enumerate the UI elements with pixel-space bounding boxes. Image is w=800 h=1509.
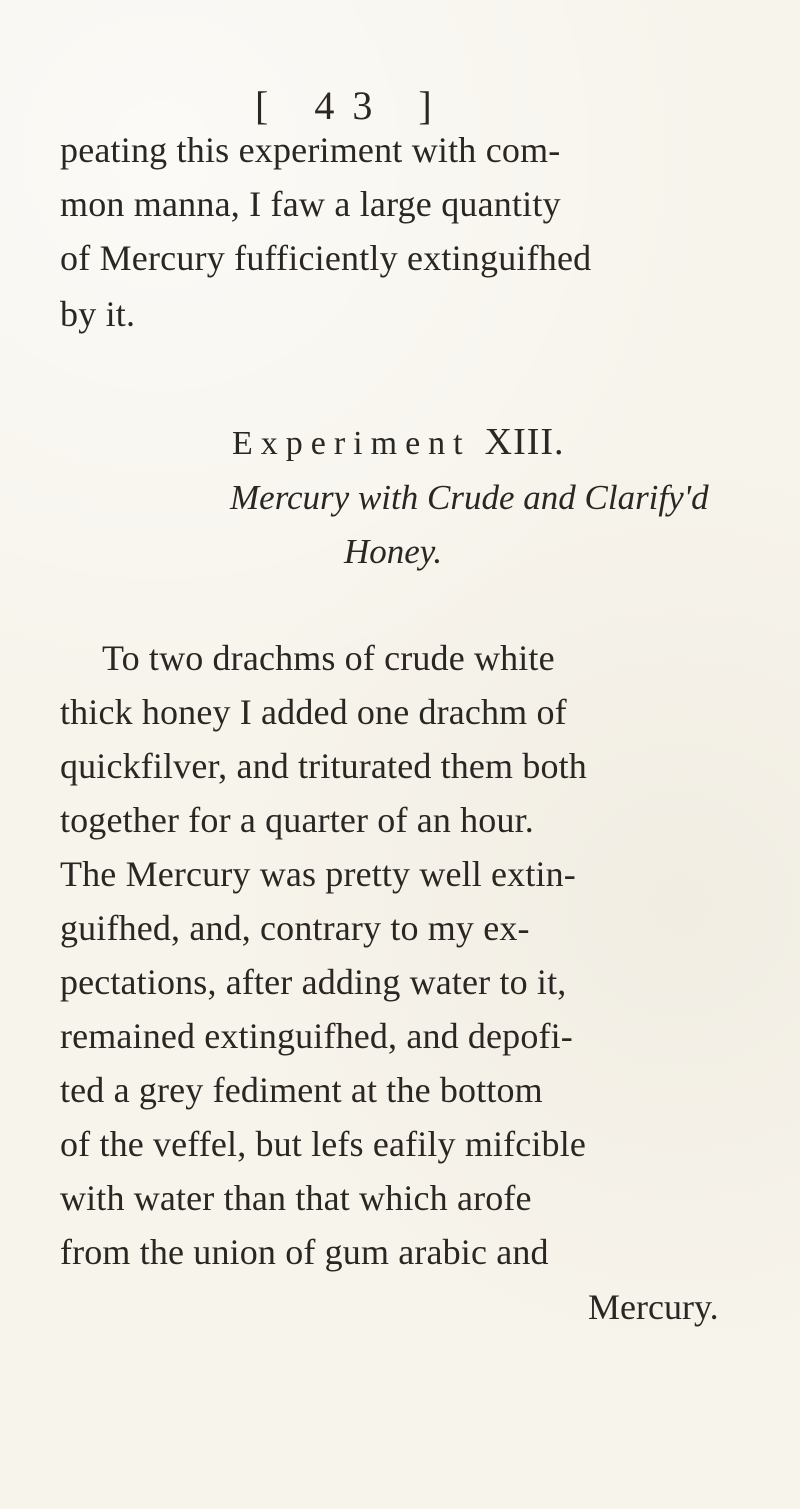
body-line: ted a grey fediment at the bottom [60,1070,543,1110]
section-heading [232,420,565,464]
body-line: of the veffel, but lefs eafily mifcible [60,1124,586,1164]
section-heading-label: Experiment [232,425,471,462]
body-line: To two drachms of crude white [102,638,555,678]
body-line: pectations, after adding water to it, [60,962,567,1002]
body-line: remained extinguifhed, and depofi- [60,1016,573,1056]
body-line: from the union of gum arabic and [60,1232,549,1272]
intro-line: of Mercury fufficiently extinguifhed [60,238,592,278]
intro-line: mon manna, I faw a large quantity [60,184,561,224]
body-line: with water than that which arofe [60,1178,532,1218]
intro-line: by it. [60,294,136,334]
intro-line: peating this experiment with com- [60,130,561,170]
body-line: quickfilver, and triturated them both [60,746,587,786]
subtitle-line: Mercury with Crude and Clarify'd [230,478,709,517]
page-number: [ 43 ] [255,83,450,128]
body-line: thick honey I added one drachm of [60,692,567,732]
body-line: The Mercury was pretty well extin- [60,854,576,894]
section-heading-number: XIII. [484,421,565,463]
body-line: together for a quarter of an hour. [60,800,534,840]
subtitle-line: Honey. [344,532,443,571]
catchword: Mercury. [588,1287,719,1327]
body-line: guifhed, and, contrary to my ex- [60,908,530,948]
